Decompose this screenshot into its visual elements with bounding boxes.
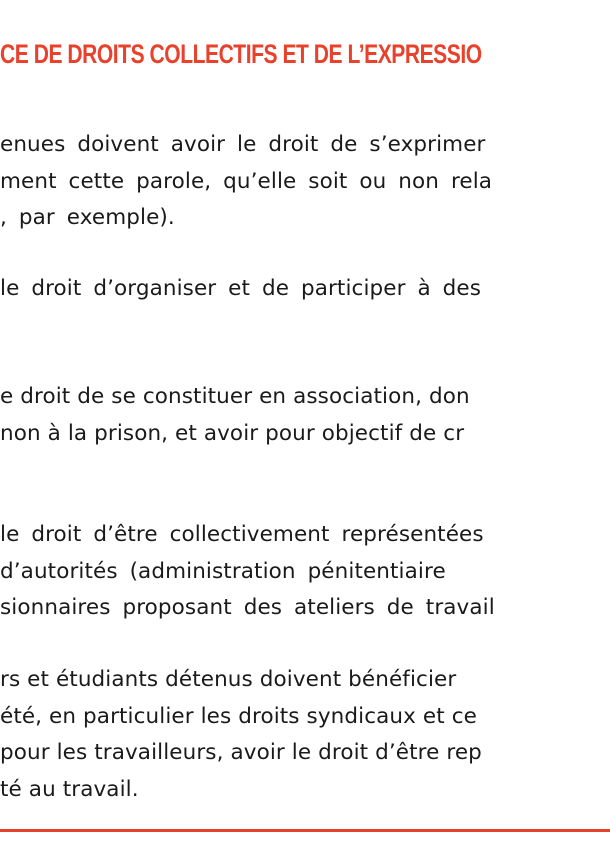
paragraph-line: ment cette parole, qu’elle soit ou non rela xyxy=(0,168,493,194)
paragraph-workers-students xyxy=(0,662,482,808)
paragraph-line: enues doivent avoir le droit de s’exprimer xyxy=(0,132,486,157)
paragraph-line: d’autorités (administration pénitentiaire xyxy=(0,558,446,584)
paragraph-association xyxy=(0,379,470,452)
paragraph-organisation xyxy=(0,271,481,308)
paragraph-expression xyxy=(0,127,492,237)
paragraph-line: le droit d’organiser et de participer à des xyxy=(0,276,482,301)
paragraph-line: été, en particulier les droits syndicaux et ce xyxy=(0,703,477,729)
section-heading: CE DE DROITS COLLECTIFS ET DE L’EXPRESSIO xyxy=(0,39,482,69)
paragraph-line: , par exemple). xyxy=(0,205,175,230)
paragraph-line: non à la prison, et avoir pour objectif de cr xyxy=(0,420,465,446)
paragraph-representation xyxy=(0,517,495,627)
bottom-divider xyxy=(0,829,610,832)
paragraph-line: pour les travailleurs, avoir le droit d’être rep xyxy=(0,740,482,765)
paragraph-line: té au travail. xyxy=(0,776,139,802)
paragraph-line: rs et étudiants détenus doivent bénéficier xyxy=(0,667,457,692)
paragraph-line: sionnaires proposant des ateliers de travail xyxy=(0,595,495,620)
paragraph-line: le droit d’être collectivement représentées xyxy=(0,522,484,547)
paragraph-line: e droit de se constituer en association, don xyxy=(0,384,470,409)
